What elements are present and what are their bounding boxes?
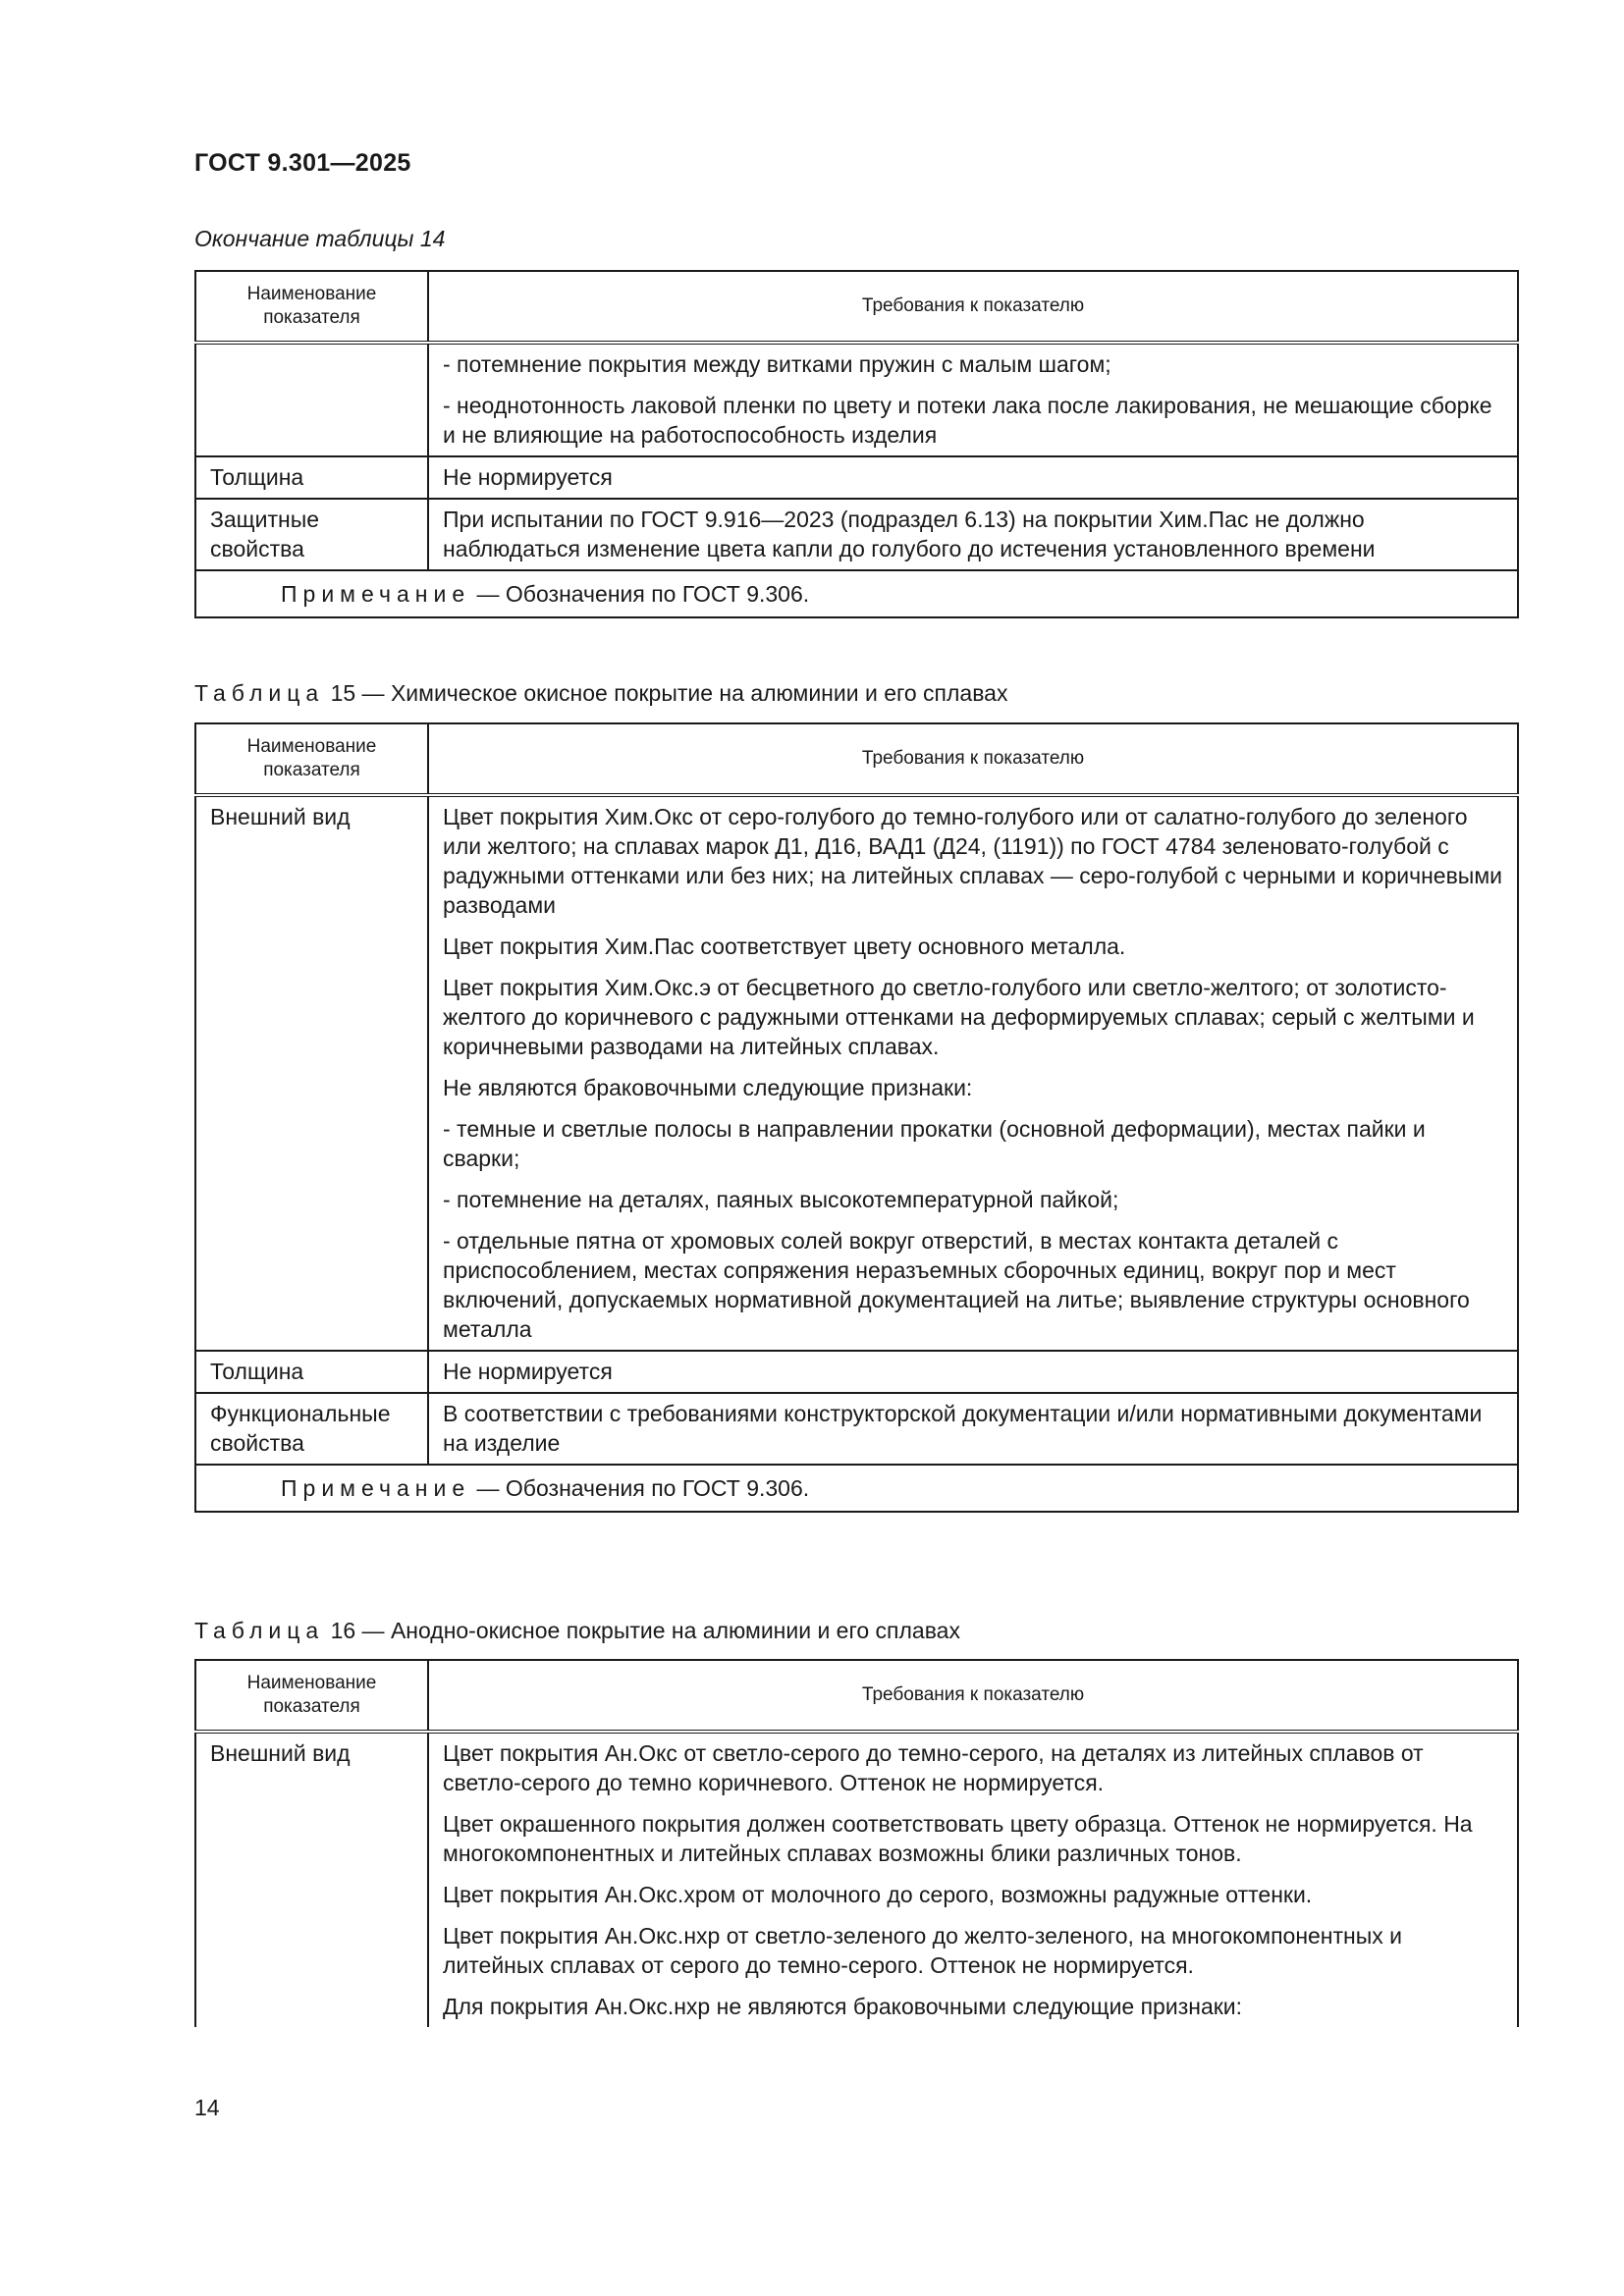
table-row (195, 456, 1518, 499)
caption-label: Таблица (194, 1618, 325, 1643)
column-header-name: Наименование показателя (195, 271, 428, 343)
note-text: — Обозначения по ГОСТ 9.306. (470, 1475, 810, 1501)
row-requirements-cell (428, 343, 1518, 456)
requirement-text: - потемнение на деталях, паяных высокотемпературной пайкой; (443, 1187, 1119, 1212)
table16-caption (194, 1618, 960, 1644)
row-requirements-cell (428, 1732, 1518, 2027)
table15-caption (194, 680, 1007, 707)
table-header-row (195, 271, 1518, 343)
requirement-text: Не нормируется (443, 464, 613, 490)
row-requirements-cell (428, 1393, 1518, 1465)
table-row (195, 795, 1518, 1351)
row-name-cell: Толщина (195, 456, 428, 499)
table14-caption: Окончание таблицы 14 (194, 226, 446, 251)
column-header-requirements: Требования к показателю (428, 1660, 1518, 1732)
requirement-text: Не нормируется (443, 1359, 613, 1384)
table-row (195, 1351, 1518, 1393)
caption-text: 15 — Химическое окисное покрытие на алюминии и его сплавах (324, 680, 1008, 706)
requirement-text: Цвет покрытия Хим.Пас соответствует цвету основного металла. (443, 934, 1126, 959)
requirement-text: Цвет покрытия Хим.Окс.э от бесцветного до светло-голубого или светло-желтого; от золотисто-желтого до коричневого с радужными оттенками на деформируемых сплавах; серый с желтыми и коричневыми разводами на литейных сплавах. (443, 975, 1475, 1059)
row-requirements-cell (428, 456, 1518, 499)
note-text: — Обозначения по ГОСТ 9.306. (470, 581, 810, 607)
row-name-cell: Внешний вид (195, 1732, 428, 2027)
requirement-text: Цвет покрытия Ан.Окс.хром от молочного до серого, возможны радужные оттенки. (443, 1882, 1313, 1907)
table-header-row (195, 1660, 1518, 1732)
column-header-requirements: Требования к показателю (428, 271, 1518, 343)
table-note-row (195, 1465, 1518, 1512)
requirement-text: Цвет покрытия Ан.Окс от светло-серого до темно-серого, на деталях из литейных сплавов от светло-серого до темно коричневого. Оттенок не нормируется. (443, 1740, 1424, 1795)
table-note (195, 1465, 1518, 1512)
requirement-text: Цвет окрашенного покрытия должен соответствовать цвету образца. Оттенок не нормируется. На многокомпонентных и литейных сплавах возможны блики различных тонов. (443, 1811, 1473, 1866)
table-row (195, 1732, 1518, 2027)
column-header-name: Наименование показателя (195, 1660, 428, 1732)
row-requirements-cell (428, 795, 1518, 1351)
row-name-cell: Защитные свойства (195, 499, 428, 570)
requirement-text: В соответствии с требованиями конструкторской документации и/или нормативными документами на изделие (443, 1401, 1483, 1456)
row-name-cell: Толщина (195, 1351, 428, 1393)
requirement-text: - отдельные пятна от хромовых солей вокруг отверстий, в местах контакта деталей с приспособлением, местах сопряжения неразъемных сборочных единиц, вокруг пор и мест включений, допускаемых нормативной документацией на литье; выявление структуры основного металла (443, 1228, 1470, 1342)
document-title: ГОСТ 9.301—2025 (194, 149, 411, 177)
table-note-row (195, 570, 1518, 617)
row-name-cell: Внешний вид (195, 795, 428, 1351)
note-label: Примечание (281, 1475, 471, 1501)
column-header-name: Наименование показателя (195, 723, 428, 795)
table-row (195, 499, 1518, 570)
row-requirements-cell (428, 1351, 1518, 1393)
caption-text: 16 — Анодно-окисное покрытие на алюминии и его сплавах (324, 1618, 960, 1643)
note-label: Примечание (281, 581, 471, 607)
requirement-text: Цвет покрытия Хим.Окс от серо-голубого до темно-голубого или от салатно-голубого до зеленого или желтого; на сплавах марок Д1, Д16, ВАД1 (Д24, (1191)) по ГОСТ 4784 зеленовато-голубой с радужными оттенками или без них; на литейных сплавах — серо-голубой с черными и коричневыми разводами (443, 804, 1502, 918)
table14-end (194, 270, 1519, 618)
requirement-text: Цвет покрытия Ан.Окс.нхр от светло-зеленого до желто-зеленого, на многокомпонентных и литейных сплавах от серого до темно-серого. Оттенок не нормируется. (443, 1923, 1403, 1978)
row-requirements-cell (428, 499, 1518, 570)
row-name-cell: Функциональные свойства (195, 1393, 428, 1465)
requirement-text: Для покрытия Ан.Окс.нхр не являются браковочными следующие признаки: (443, 1994, 1243, 2019)
table16 (194, 1659, 1519, 2027)
table-header-row (195, 723, 1518, 795)
row-name-cell (195, 343, 428, 456)
requirement-text: - темные и светлые полосы в направлении прокатки (основной деформации), местах пайки и сварки; (443, 1116, 1426, 1171)
table-row (195, 343, 1518, 456)
requirement-text: При испытании по ГОСТ 9.916—2023 (подраздел 6.13) на покрытии Хим.Пас не должно наблюдаться изменение цвета капли до голубого до истечения установленного времени (443, 507, 1376, 561)
page-number: 14 (194, 2095, 220, 2120)
column-header-requirements: Требования к показателю (428, 723, 1518, 795)
requirement-text: - потемнение покрытия между витками пружин с малым шагом; (443, 351, 1111, 377)
table15 (194, 722, 1519, 1513)
requirement-text: Не являются браковочными следующие признаки: (443, 1075, 973, 1100)
caption-label: Таблица (194, 680, 325, 706)
table-note (195, 570, 1518, 617)
requirement-text: - неоднотонность лаковой пленки по цвету и потеки лака после лакирования, не мешающие сборке и не влияющие на работоспособность изделия (443, 393, 1492, 448)
table-row (195, 1393, 1518, 1465)
